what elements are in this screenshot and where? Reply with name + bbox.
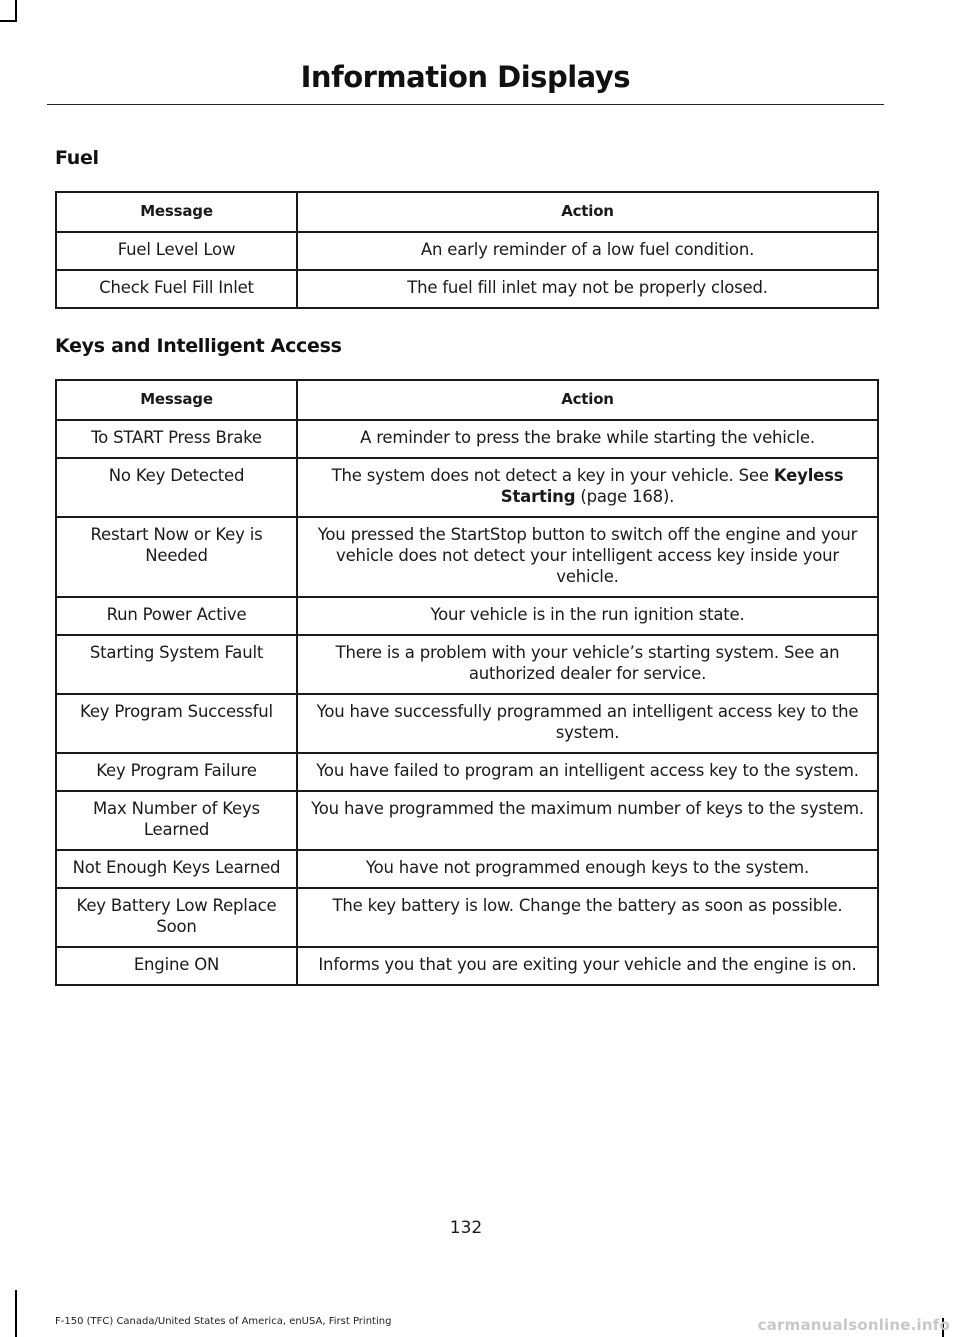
message-cell: Fuel Level Low	[56, 232, 297, 270]
section-title-keys: Keys and Intelligent Access	[55, 335, 342, 357]
table-row	[56, 270, 878, 308]
action-cell: The fuel fill inlet may not be properly closed.	[297, 270, 878, 308]
action-cell: Informs you that you are exiting your vehicle and the engine is on.	[297, 947, 878, 985]
table-header-row	[56, 380, 878, 420]
keyless-starting-link[interactable]: Keyless Starting	[500, 466, 844, 506]
action-cell: You have successfully programmed an intelligent access key to the system.	[297, 694, 878, 753]
message-cell: Engine ON	[56, 947, 297, 985]
table-row	[56, 850, 878, 888]
action-cell: The key battery is low. Change the battery as soon as possible.	[297, 888, 878, 947]
message-cell: Key Battery Low Replace Soon	[56, 888, 297, 947]
action-cell: A reminder to press the brake while starting the vehicle.	[297, 420, 878, 458]
action-cell	[297, 458, 878, 517]
page-number: 132	[449, 1218, 483, 1238]
column-header-action: Action	[297, 192, 878, 232]
section-title-fuel: Fuel	[55, 147, 99, 169]
page-title: Information Displays	[300, 60, 630, 94]
table-row	[56, 753, 878, 791]
table-row	[56, 791, 878, 850]
message-cell: Max Number of Keys Learned	[56, 791, 297, 850]
header-divider	[47, 104, 884, 105]
crop-mark-bottom-left	[15, 1290, 17, 1337]
table-header-row	[56, 192, 878, 232]
action-cell: Your vehicle is in the run ignition state.	[297, 597, 878, 635]
message-cell: Restart Now or Key is Needed	[56, 517, 297, 597]
table-row	[56, 420, 878, 458]
table-row	[56, 694, 878, 753]
message-cell: Run Power Active	[56, 597, 297, 635]
message-cell: Starting System Fault	[56, 635, 297, 694]
crop-mark-top-left-h	[0, 20, 17, 22]
column-header-message: Message	[56, 192, 297, 232]
action-cell: You have failed to program an intelligent access key to the system.	[297, 753, 878, 791]
fuel-message-table	[55, 191, 879, 309]
table-row	[56, 597, 878, 635]
table-row	[56, 517, 878, 597]
message-cell: To START Press Brake	[56, 420, 297, 458]
message-cell: Key Program Successful	[56, 694, 297, 753]
action-cell: An early reminder of a low fuel condition.	[297, 232, 878, 270]
watermark: carmanualsonline.info	[757, 1316, 950, 1334]
page-reference: (page 168).	[575, 487, 675, 506]
message-cell: No Key Detected	[56, 458, 297, 517]
column-header-message: Message	[56, 380, 297, 420]
table-row	[56, 888, 878, 947]
message-cell: Key Program Failure	[56, 753, 297, 791]
action-text: The system does not detect a key in your vehicle. See	[331, 466, 774, 485]
crop-mark-top-left	[15, 0, 17, 20]
column-header-action: Action	[297, 380, 878, 420]
action-cell: There is a problem with your vehicle’s starting system. See an authorized dealer for service.	[297, 635, 878, 694]
message-cell: Not Enough Keys Learned	[56, 850, 297, 888]
action-cell: You have not programmed enough keys to the system.	[297, 850, 878, 888]
table-row	[56, 947, 878, 985]
edition-footer: F-150 (TFC) Canada/United States of America, enUSA, First Printing	[55, 1316, 392, 1327]
action-cell: You have programmed the maximum number of keys to the system.	[297, 791, 878, 850]
keys-message-table	[55, 379, 879, 986]
table-row	[56, 232, 878, 270]
table-row	[56, 458, 878, 517]
table-row	[56, 635, 878, 694]
action-cell: You pressed the StartStop button to switch off the engine and your vehicle does not detect your intelligent access key inside your vehicle.	[297, 517, 878, 597]
message-cell: Check Fuel Fill Inlet	[56, 270, 297, 308]
